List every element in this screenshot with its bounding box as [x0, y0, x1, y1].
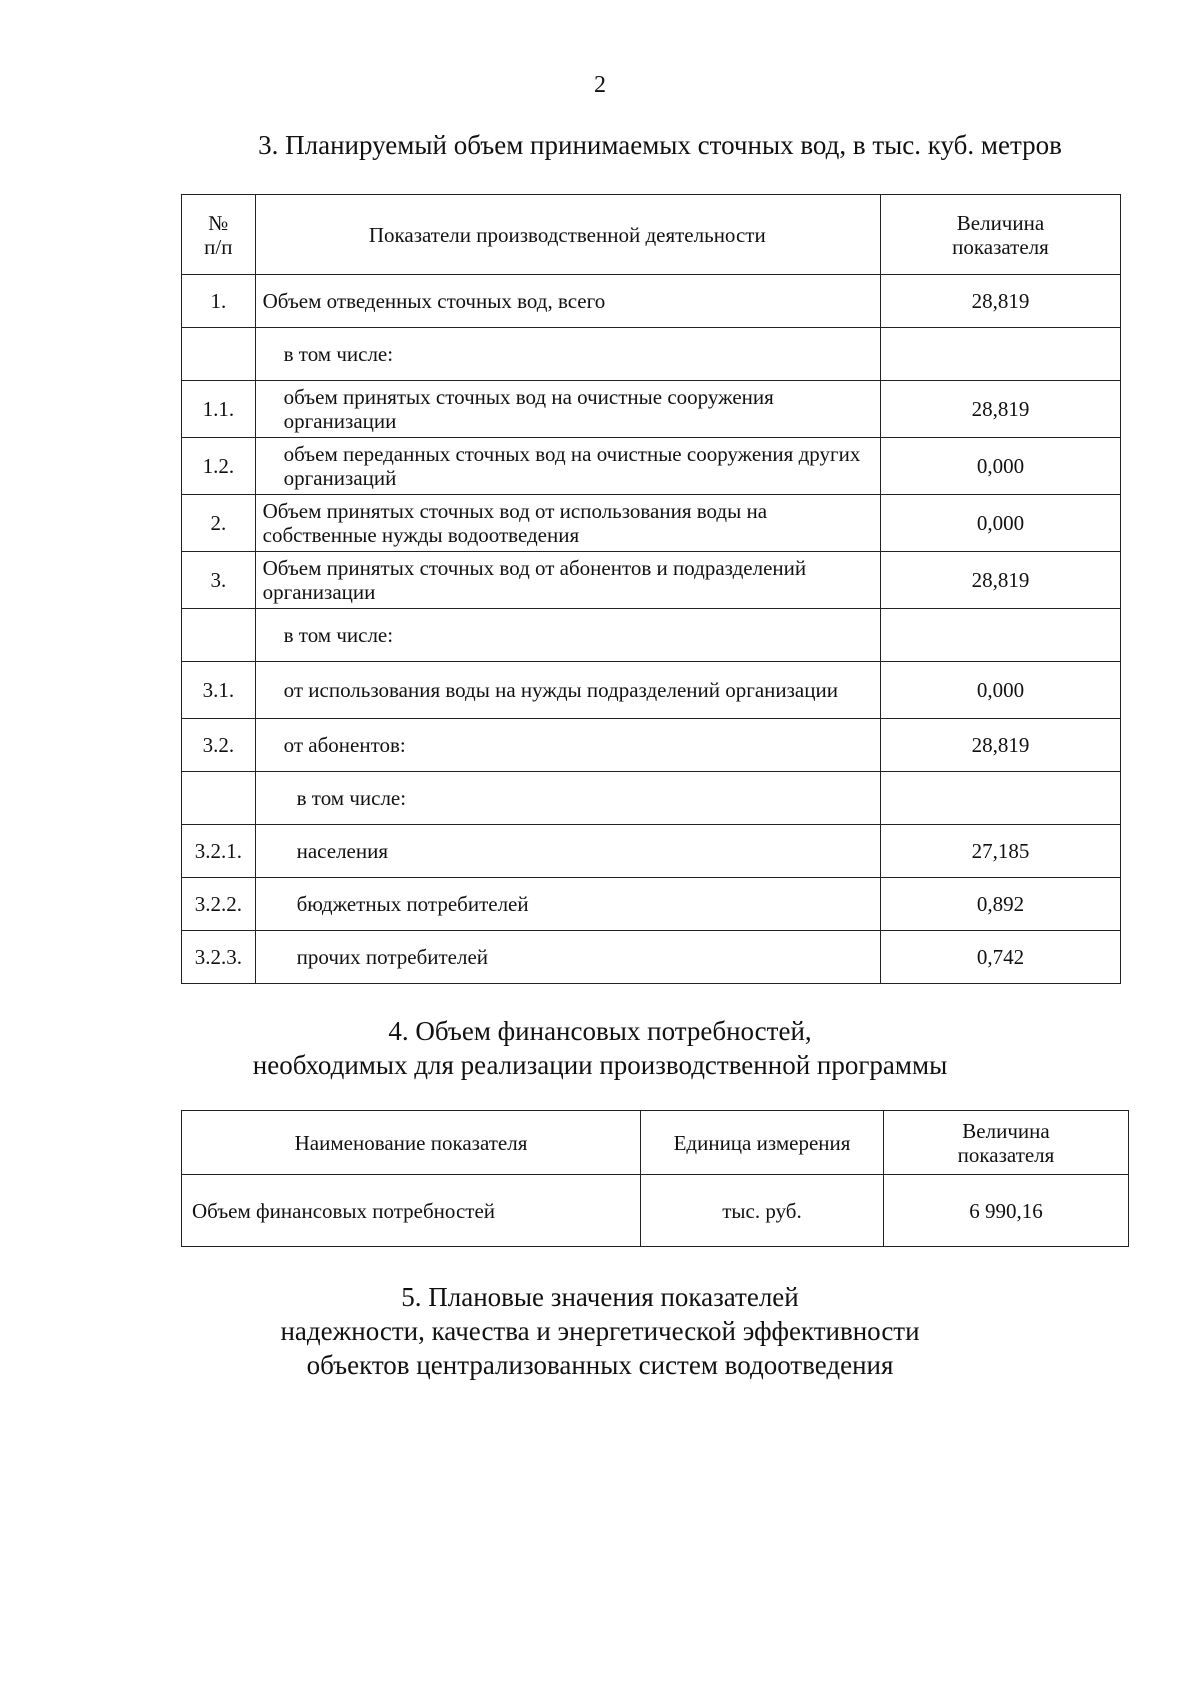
row-number: 2.	[182, 495, 256, 552]
row-value	[880, 328, 1120, 381]
row-indicator: в том числе:	[255, 609, 880, 662]
header-value-line2: показателя	[952, 234, 1049, 259]
header-number	[182, 195, 256, 275]
row-indicator: объем переданных сточных вод на очистные сооружения других организаций	[255, 438, 880, 495]
row-value: 0,000	[880, 495, 1120, 552]
section-5-title-line3: объектов централизованных систем водоотведения	[306, 1350, 894, 1380]
row-number: 3.2.	[182, 719, 256, 772]
row-value: 28,819	[880, 275, 1120, 328]
header-number-line2: п/п	[204, 234, 233, 259]
row-number: 3.1.	[182, 662, 256, 719]
section-5-title-line1: 5. Плановые значения показателей	[401, 1282, 799, 1312]
row-indicator: Объем принятых сточных вод от использования воды на собственные нужды водоотведения	[255, 495, 880, 552]
row-value: 28,819	[880, 552, 1120, 609]
row-indicator: в том числе:	[255, 328, 880, 381]
row-unit: тыс. руб.	[641, 1175, 884, 1247]
row-number: 1.2.	[182, 438, 256, 495]
header-value	[880, 195, 1120, 275]
page-number: 2	[594, 72, 606, 98]
table-row	[182, 1175, 1129, 1247]
row-value: 28,819	[880, 381, 1120, 438]
table-row	[182, 275, 1121, 328]
header-value-line1: Величина	[962, 1118, 1050, 1143]
table-row	[182, 495, 1121, 552]
table-row	[182, 438, 1121, 495]
section-4-title-line1: 4. Объем финансовых потребностей,	[388, 1016, 812, 1046]
row-number: 3.	[182, 552, 256, 609]
row-indicator: от абонентов:	[255, 719, 880, 772]
row-number: 3.2.1.	[182, 825, 256, 878]
row-number: 3.2.2.	[182, 878, 256, 931]
row-value: 28,819	[880, 719, 1120, 772]
row-value	[880, 609, 1120, 662]
row-value: 0,000	[880, 438, 1120, 495]
row-indicator: Объем принятых сточных вод от абонентов и подразделений организации	[255, 552, 880, 609]
row-value: 0,742	[880, 931, 1120, 984]
section-4-title	[0, 1014, 1200, 1082]
section-3-title: 3. Планируемый объем принимаемых сточных вод, в тыс. куб. метров	[258, 130, 1062, 160]
row-indicator: Объем финансовых потребностей	[182, 1175, 641, 1247]
header-indicator-name: Наименование показателя	[182, 1111, 641, 1175]
row-number	[182, 609, 256, 662]
table-row	[182, 328, 1121, 381]
table-row	[182, 931, 1121, 984]
table-row	[182, 772, 1121, 825]
table-row	[182, 825, 1121, 878]
section-5-title	[0, 1280, 1200, 1382]
row-value	[880, 772, 1120, 825]
table-row	[182, 719, 1121, 772]
row-number: 1.	[182, 275, 256, 328]
row-indicator: Объем отведенных сточных вод, всего	[255, 275, 880, 328]
section-4-title-line2: необходимых для реализации производственной программы	[252, 1050, 948, 1080]
row-indicator: в том числе:	[255, 772, 880, 825]
row-indicator: населения	[255, 825, 880, 878]
wastewater-volume-table	[181, 194, 1121, 984]
header-indicator: Показатели производственной деятельности	[255, 195, 880, 275]
row-indicator: бюджетных потребителей	[255, 878, 880, 931]
header-value-line1: Величина	[956, 210, 1045, 235]
financial-needs-table	[181, 1110, 1129, 1247]
table-row	[182, 552, 1121, 609]
header-number-line1: №	[208, 210, 229, 235]
header-value	[884, 1111, 1129, 1175]
table-header-row	[182, 195, 1121, 275]
header-unit: Единица измерения	[641, 1111, 884, 1175]
table-row	[182, 878, 1121, 931]
row-indicator: от использования воды на нужды подразделений организации	[255, 662, 880, 719]
row-number: 1.1.	[182, 381, 256, 438]
section-5-title-line2: надежности, качества и энергетической эффективности	[280, 1316, 920, 1346]
table-header-row	[182, 1111, 1129, 1175]
table-row	[182, 381, 1121, 438]
row-value: 27,185	[880, 825, 1120, 878]
row-value: 6 990,16	[884, 1175, 1129, 1247]
row-value: 0,892	[880, 878, 1120, 931]
table-row	[182, 662, 1121, 719]
row-number	[182, 772, 256, 825]
row-value: 0,000	[880, 662, 1120, 719]
table-row	[182, 609, 1121, 662]
row-number: 3.2.3.	[182, 931, 256, 984]
row-indicator: прочих потребителей	[255, 931, 880, 984]
header-value-line2: показателя	[957, 1142, 1055, 1167]
row-number	[182, 328, 256, 381]
row-indicator: объем принятых сточных вод на очистные сооружения организации	[255, 381, 880, 438]
